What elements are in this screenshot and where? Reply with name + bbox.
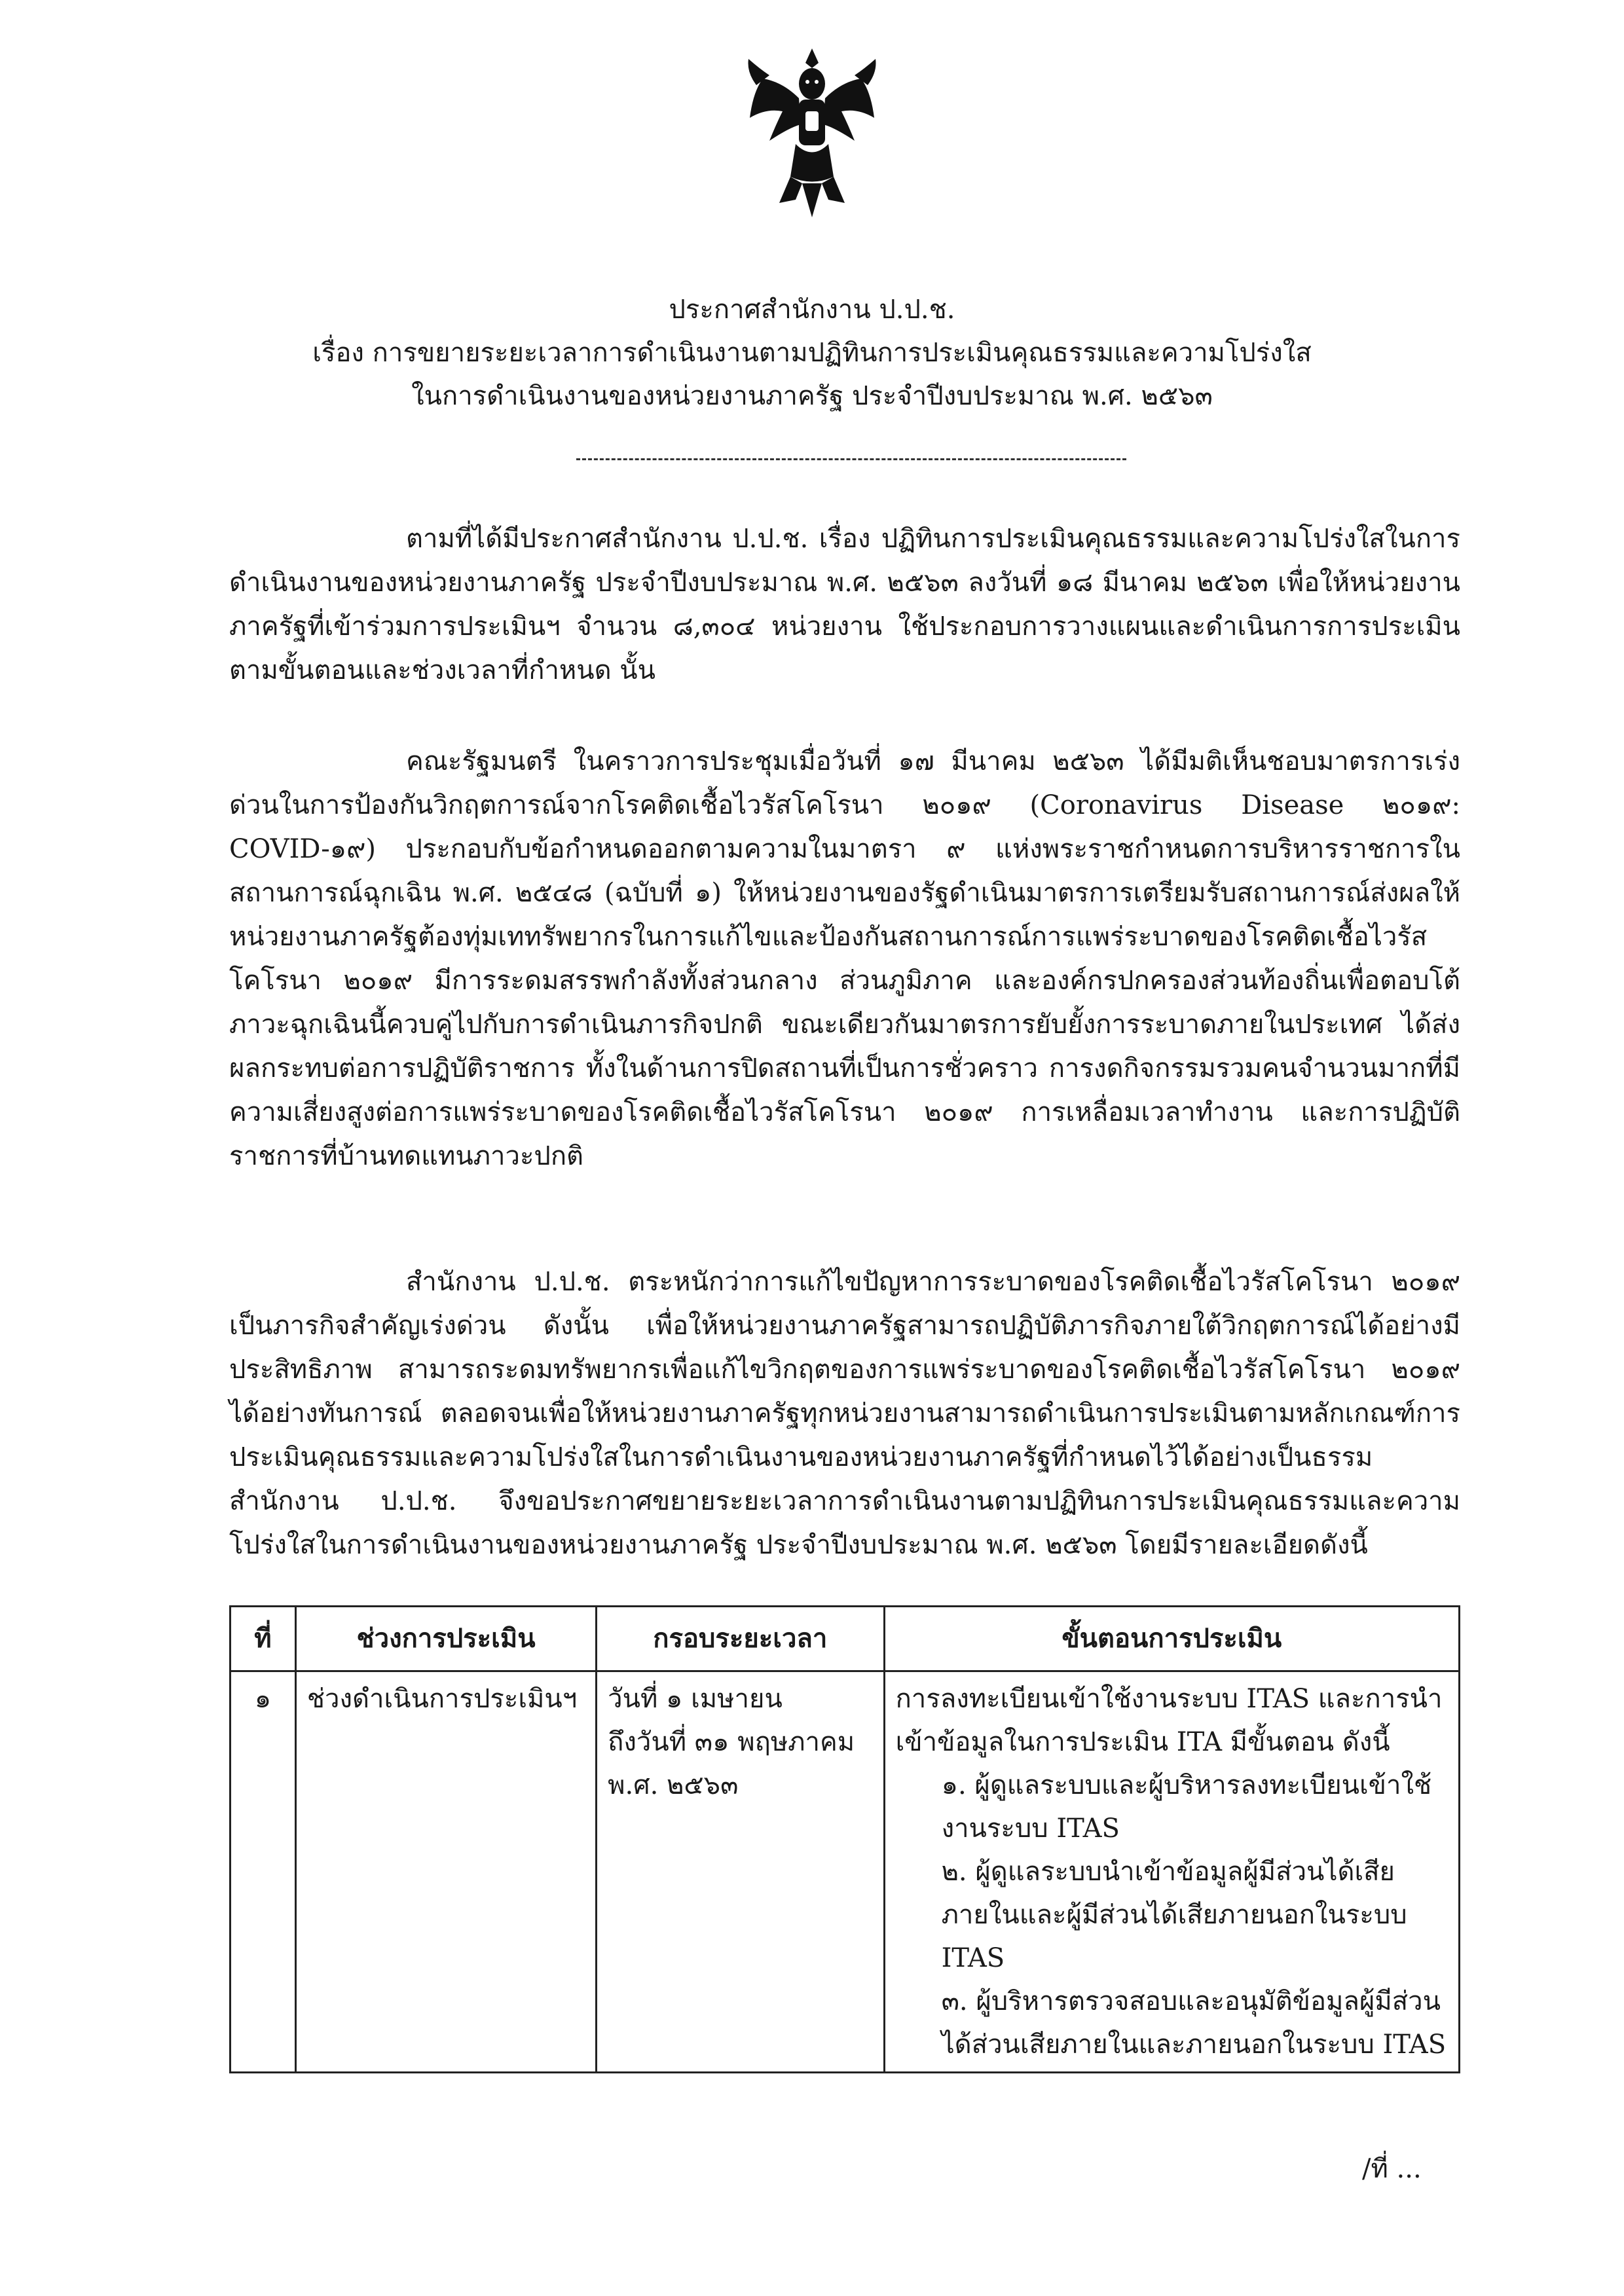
header-phase: ช่วงการประเมิน: [295, 1607, 596, 1671]
header-steps: ขั้นตอนการประเมิน: [884, 1607, 1459, 1671]
separator-line: [576, 458, 1126, 460]
paragraph-3-text: สำนักงาน ป.ป.ช. ตระหนักว่าการแก้ไขปัญหาการระบาดของโรคติดเชื้อไวรัสโคโรนา ๒๐๑๙ เป็นภารกิจสำคัญเร่งด่วน ดังนั้น เพื่อให้หน่วยงานภาครัฐสามารถปฏิบัติภารกิจภายใต้วิกฤตการณ์ได้อย่างมีประสิทธิภาพ สามารถระดมทรัพยากรเพื่อแก้ไขวิกฤตของการแพร่ระบาดของโรคติดเชื้อไวรัสโคโรนา ๒๐๑๙ ได้อย่างทันการณ์ ตลอดจนเพื่อให้หน่วยงานภาครัฐทุกหน่วยงานสามารถดำเนินการประเมินตามหลักเกณฑ์การประเมินคุณธรรมและความโปร่งใสในการดำเนินงานของหน่วยงานภาครัฐที่กำหนดไว้ได้อย่างเป็นธรรม สำนักงาน ป.ป.ช. จึงขอประกาศขยายระยะเวลาการดำเนินงานตามปฏิทินการประเมินคุณธรรมและความโปร่งใสในการดำเนินงานของหน่วยงานภาครัฐ ประจำปีงบประมาณ พ.ศ. ๒๕๖๓ โดยมีรายละเอียดดังนี้: [229, 1267, 1460, 1560]
paragraph-1-text: ตามที่ได้มีประกาศสำนักงาน ป.ป.ช. เรื่อง ปฏิทินการประเมินคุณธรรมและความโปร่งใสในการดำเนินงานของหน่วยงานภาครัฐ ประจำปีงบประมาณ พ.ศ. ๒๕๖๓ ลงวันที่ ๑๘ มีนาคม ๒๕๖๓ เพื่อให้หน่วยงานภาครัฐที่เข้าร่วมการประเมินฯ จำนวน ๘,๓๐๔ หน่วยงาน ใช้ประกอบการวางแผนและดำเนินการการประเมินตามขั้นตอนและช่วงเวลาที่กำหนด นั้น: [229, 524, 1460, 685]
row-phase: ช่วงดำเนินการประเมินฯ: [295, 1671, 596, 2073]
page-continued-marker: /ที่ ...: [1362, 2154, 1422, 2184]
steps-intro: การลงทะเบียนเข้าใช้งานระบบ ITAS และการนำเข้าข้อมูลในการประเมิน ITA มีขั้นตอน ดังนี้: [895, 1684, 1443, 1757]
step-2: ๒. ผู้ดูแลระบบนำเข้าข้อมูลผู้มีส่วนได้เสียภายในและผู้มีส่วนได้เสียภายนอกในระบบ ITAS: [941, 1857, 1407, 1973]
document-subject-continued: ในการดำเนินงานของหน่วยงานภาครัฐ ประจำปีงบประมาณ พ.ศ. ๒๕๖๓: [411, 381, 1213, 411]
header-number: ที่: [231, 1607, 296, 1671]
step-3: ๓. ผู้บริหารตรวจสอบและอนุมัติข้อมูลผู้มีส่วนได้ส่วนเสียภายในและภายนอกในระบบ ITAS: [941, 1986, 1447, 2060]
paragraph-1: [229, 517, 1460, 693]
row-number: ๑: [231, 1671, 296, 2073]
table-row: [231, 1671, 1460, 2073]
document-subject: เรื่อง การขยายระยะเวลาการดำเนินงานตามปฏิทินการประเมินคุณธรรมและความโปร่งใส: [312, 338, 1312, 368]
assessment-schedule-table: [229, 1605, 1460, 2073]
document-title: ประกาศสำนักงาน ป.ป.ช.: [669, 295, 955, 325]
period-line-2: ถึงวันที่ ๓๑ พฤษภาคม: [608, 1727, 855, 1757]
period-line-3: พ.ศ. ๒๕๖๓: [608, 1770, 739, 1800]
step-1: ๑. ผู้ดูแลระบบและผู้บริหารลงทะเบียนเข้าใช้งานระบบ ITAS: [941, 1770, 1432, 1844]
row-steps: [884, 1671, 1459, 2073]
paragraph-2-text: คณะรัฐมนตรี ในคราวการประชุมเมื่อวันที่ ๑๗ มีนาคม ๒๕๖๓ ได้มีมติเห็นชอบมาตรการเร่งด่วนในการป้องกันวิกฤตการณ์จากโรคติดเชื้อไวรัสโคโรนา ๒๐๑๙ (Coronavirus Disease ๒๐๑๙: COVID-๑๙) ประกอบกับข้อกำหนดออกตามความในมาตรา ๙ แห่งพระราชกำหนดการบริหารราชการในสถานการณ์ฉุกเฉิน พ.ศ. ๒๕๔๘ (ฉบับที่ ๑) ให้หน่วยงานของรัฐดำเนินมาตรการเตรียมรับสถานการณ์ส่งผลให้หน่วยงานภาครัฐต้องทุ่มเททรัพยากรในการแก้ไขและป้องกันสถานการณ์การแพร่ระบาดของโรคติดเชื้อไวรัสโคโรนา ๒๐๑๙ มีการระดมสรรพกำลังทั้งส่วนกลาง ส่วนภูมิภาค และองค์กรปกครองส่วนท้องถิ่นเพื่อตอบโต้ภาวะฉุกเฉินนี้ควบคู่ไปกับการดำเนินภารกิจปกติ ขณะเดียวกันมาตรการยับยั้งการระบาดภายในประเทศ ได้ส่งผลกระทบต่อการปฏิบัติราชการ ทั้งในด้านการปิดสถานที่เป็นการชั่วคราว การงดกิจกรรมรวมคนจำนวนมากที่มีความเสี่ยงสูงต่อการแพร่ระบาดของโรคติดเชื้อไวรัสโคโรนา ๒๐๑๙ การเหลื่อมเวลาทำงาน และการปฏิบัติราชการที่บ้านทดแทนภาวะปกติ: [229, 746, 1460, 1171]
table-header-row: [231, 1607, 1460, 1671]
header-period: กรอบระยะเวลา: [597, 1607, 884, 1671]
period-line-1: วันที่ ๑ เมษายน: [608, 1684, 783, 1714]
paragraph-3: [229, 1260, 1460, 1567]
paragraph-2: [229, 740, 1460, 1178]
row-period: [597, 1671, 884, 2073]
garuda-emblem-icon: [743, 46, 881, 223]
